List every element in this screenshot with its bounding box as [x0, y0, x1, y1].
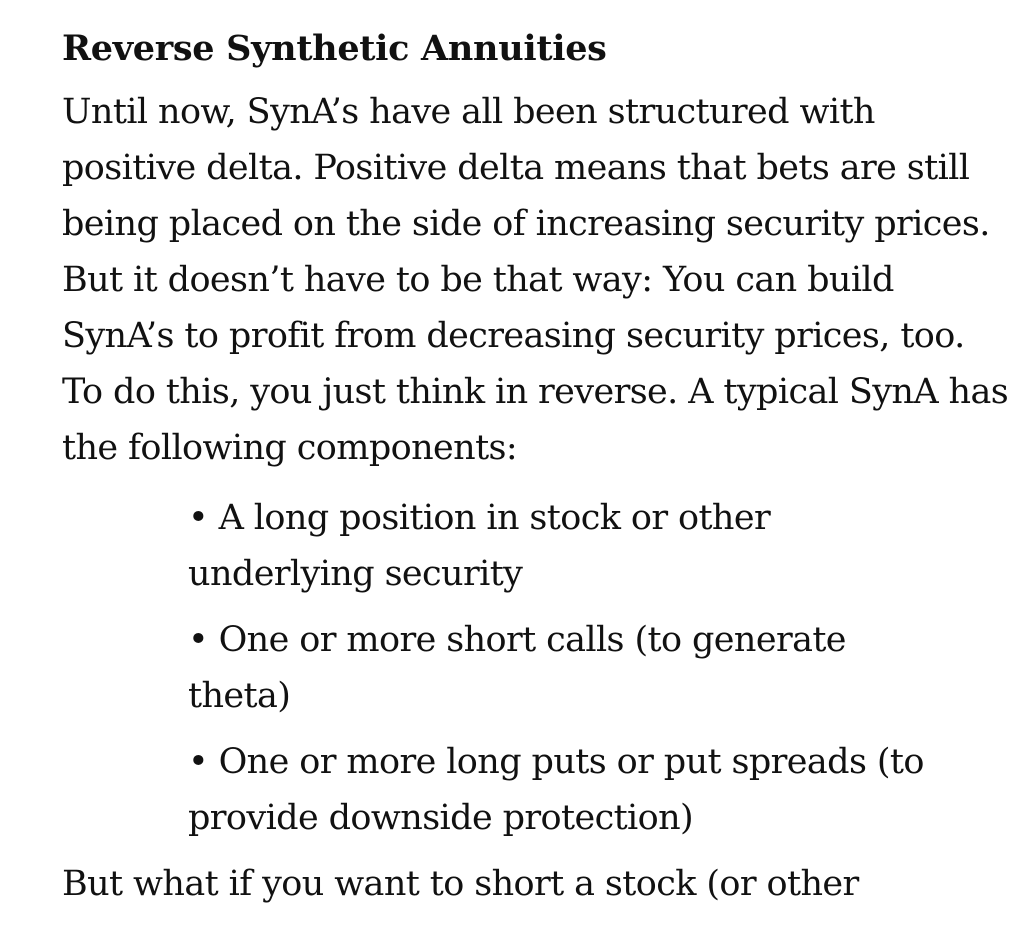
bullet-icon: •	[188, 742, 209, 782]
closing-paragraph: But what if you want to short a stock (or other	[62, 864, 859, 904]
list-item-text: One or more long puts or put spreads (to provide downside protection)	[188, 742, 924, 838]
section-heading: Reverse Synthetic Annuities	[62, 28, 607, 69]
intro-paragraph: Until now, SynA’s have all been structured with positive delta. Positive delta means that bets are still being placed on the side of increasing security prices. But it doesn’t have to be that way: You can build SynA’s to profit from decreasing security prices, too. To do this, you just think in reverse. A typical SynA has the following components:	[62, 92, 1009, 468]
document-page	[62, 26, 1012, 912]
list-item	[188, 734, 928, 846]
list-item-text: A long position in stock or other underlying security	[188, 498, 771, 594]
bullet-icon: •	[188, 620, 209, 660]
list-item-text: One or more short calls (to generate theta)	[188, 620, 846, 716]
bullet-icon: •	[188, 498, 209, 538]
component-list	[62, 490, 928, 846]
list-item	[188, 490, 928, 602]
list-item	[188, 612, 928, 724]
